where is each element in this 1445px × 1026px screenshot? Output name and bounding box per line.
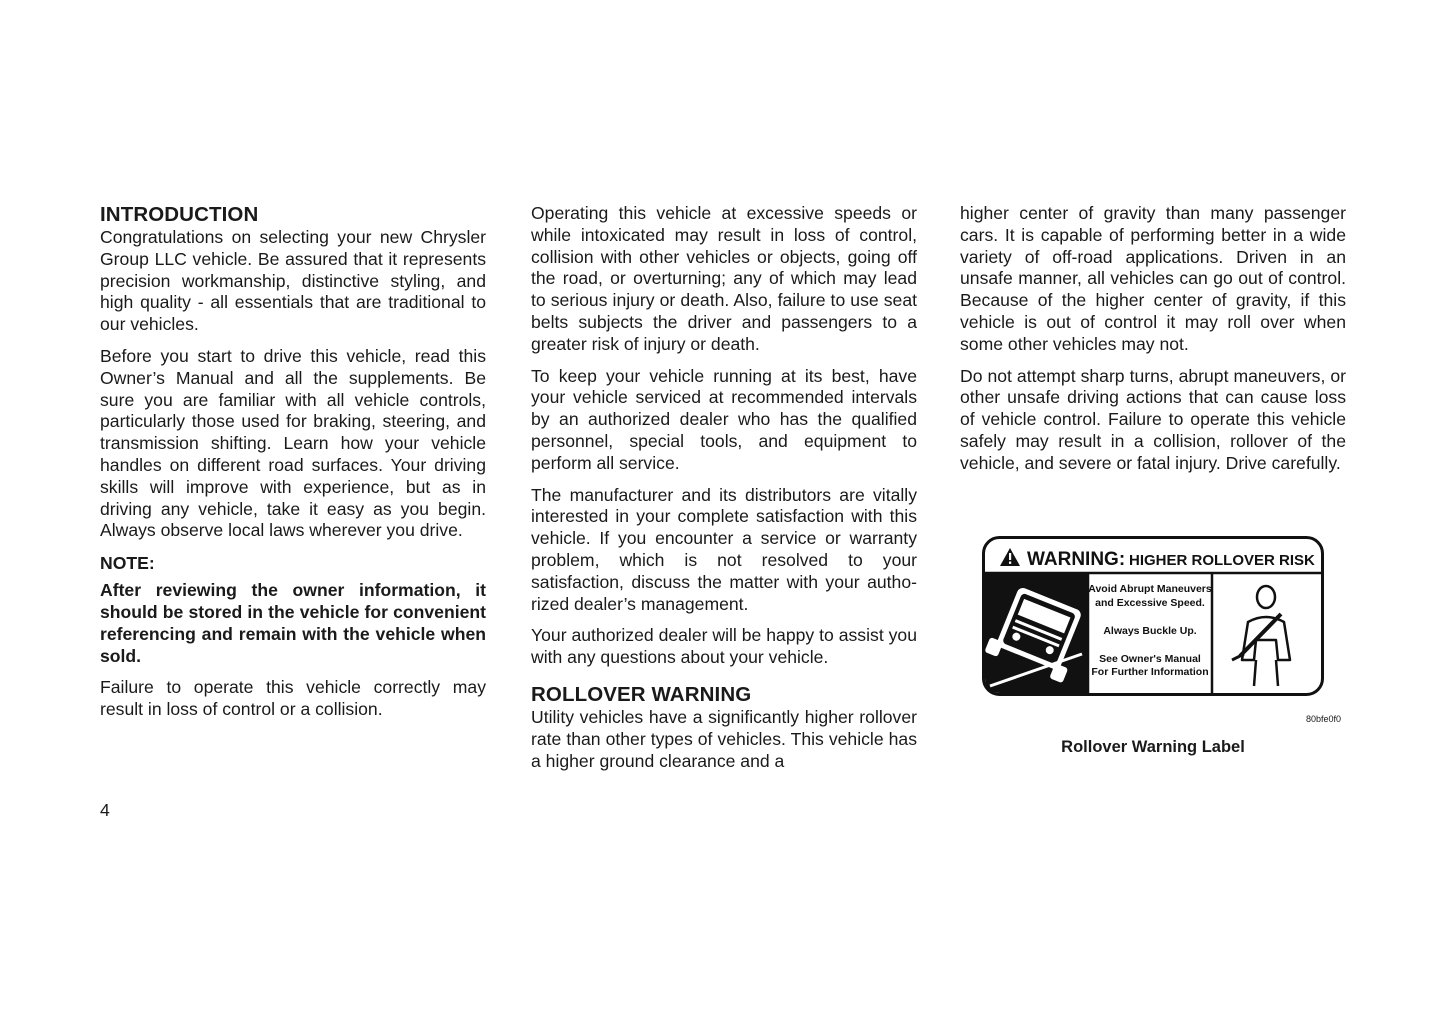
- note-body: After reviewing the owner information, it should be stored in the vehicle for convenient referencing and remain with the vehicle when sold.: [100, 580, 486, 666]
- label-image-code: 80bfe0f0: [1306, 714, 1342, 724]
- intro-paragraph-2: Before you start to drive this vehicle, read this Owner’s Manual and all the supplements. Be sure you are familiar with all vehicle controls, particularly those used for braking, steering, and transmission shifting. Learn how your vehicle handles on different road surfaces. Your driving skills will improve with experience, but as in driving any vehicle, take it easy as you begin. Always observe local laws wherever you drive.: [100, 345, 486, 541]
- label-line-2: and Excessive Speed.: [1095, 597, 1205, 609]
- col2-paragraph-4: Your authorized dealer will be happy to assist you with any questions about your vehicle.: [531, 625, 917, 668]
- label-line-4: See Owner's Manual: [1099, 653, 1201, 665]
- label-line-5: For Further Information: [1091, 666, 1209, 678]
- col2-paragraph-1: Operating this vehicle at excessive speeds or while intoxicated may result in loss of control, collision with other vehicles or objects, going off the road, or overturning; any of which may lead to serious injury or death. Also, failure to use seat belts subjects the driver and passengers to a greater risk of injury or death.: [531, 203, 917, 354]
- rollover-warning-label: [982, 536, 1324, 696]
- label-line-1: Avoid Abrupt Maneuvers: [1088, 583, 1212, 595]
- label-caption: Rollover Warning Label: [1061, 738, 1245, 756]
- label-line-3: Always Buckle Up.: [1103, 625, 1197, 637]
- label-warning-word: WARNING:: [1027, 549, 1126, 570]
- column-1: [100, 203, 486, 731]
- intro-paragraph-1: Congratulations on selecting your new Chrysler Group LLC vehicle. Be assured that it represents precision workmanship, distinctive styling, and high quality - all essentials that are traditional to our vehicles.: [100, 227, 486, 335]
- rollover-warning-heading: ROLLOVER WARNING: [531, 682, 752, 706]
- column-3: [960, 203, 1346, 485]
- label-warning-text: HIGHER ROLLOVER RISK: [1129, 552, 1315, 569]
- intro-paragraph-3: Failure to operate this vehicle correctly may result in loss of control or a collision.: [100, 677, 486, 720]
- rollover-paragraph: Utility vehicles have a significantly higher rollover rate than other types of vehicles. This vehicle has a higher ground clearance and a: [531, 706, 917, 771]
- column-2: [531, 203, 917, 782]
- col3-paragraph-1: higher center of gravity than many passenger cars. It is capable of performing better in a wide variety of off-road applications. Driven in an unsafe manner, all vehicles can go out of control. Because of the higher center of gravity, if this vehicle is out of control it may roll over when some other vehicles may not.: [960, 203, 1346, 354]
- note-heading: NOTE:: [100, 553, 155, 574]
- col2-paragraph-2: To keep your vehicle running at its best, have your vehicle serviced at recommended intervals by an authorized dealer who has the qualified personnel, special tools, and equipment to perform all service.: [531, 365, 917, 473]
- introduction-heading: INTRODUCTION: [100, 203, 259, 226]
- page-number: 4: [100, 800, 110, 820]
- col3-paragraph-2: Do not attempt sharp turns, abrupt maneuvers, or other unsafe driving actions that can cause loss of vehicle control. Failure to operate this vehicle safely may result in a collision, rollover of the vehicle, and severe or fatal injury. Drive carefully.: [960, 365, 1346, 473]
- col2-paragraph-3: The manufacturer and its distributors are vitally interested in your complete satisfaction with this vehicle. If you encounter a service or warranty problem, which is not resolved to your satisfaction, discuss the matter with your authorized dealer’s management.: [531, 484, 917, 614]
